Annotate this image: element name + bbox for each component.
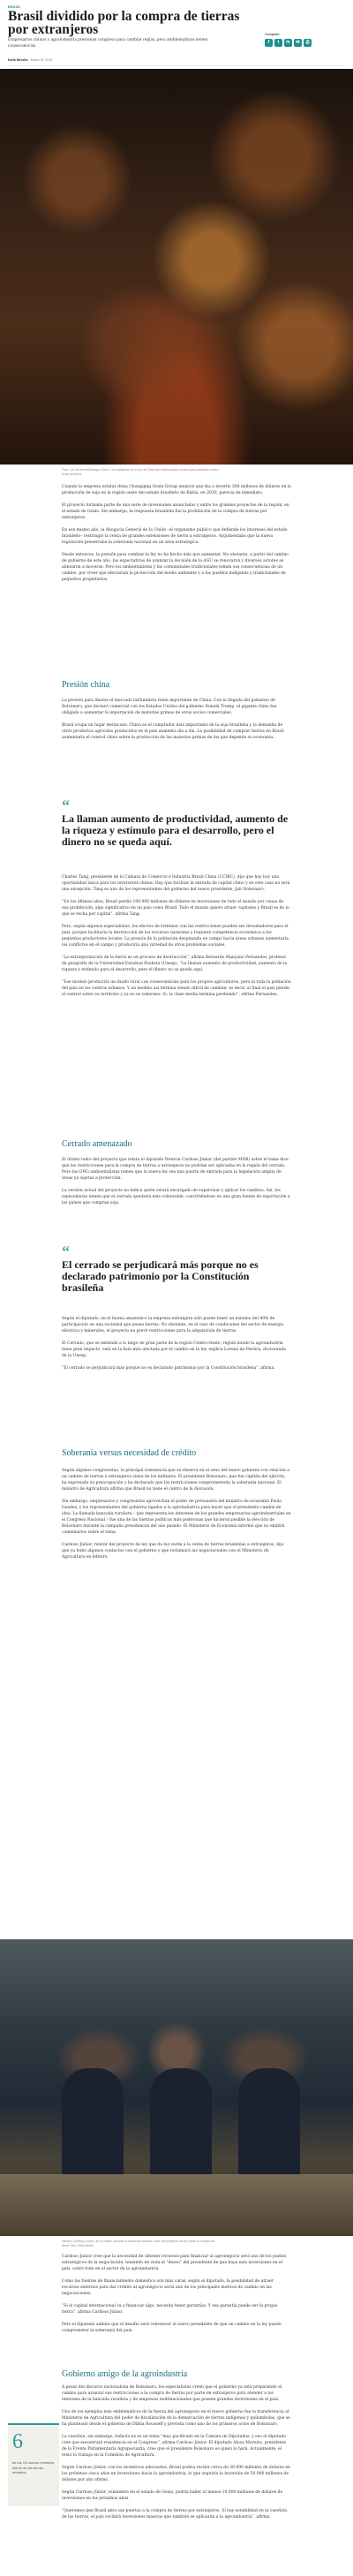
heading-cerrado-amenazado: Cerrado amenazado xyxy=(62,1139,132,1149)
pull-quote-text: La llaman aumento de productividad, aumento de la riqueza y estímulo para el desarrollo, pero el dinero no se queda aquí. xyxy=(62,812,289,848)
pull-quote-2 xyxy=(62,1245,291,1294)
paragraph: “El cerrado se perjudicará más porque no es declarado patrimonio por la Constitución brasileña”, afirma. xyxy=(62,1366,275,1371)
paragraph: “Si el capital internacional va a financiar algo, necesita tener garantías. Y esa garantía puede ser la propia tierra”, afirma Cardoso Júnior. xyxy=(62,2304,278,2315)
paragraph: Pero, según algunos especialistas, los efectos de terminar con las restricciones pueden ser devastadores para el país, porque facilitaría la destrucción de los recursos naturales y requiere competencia económica a los pequeños productores locales. La presión de la población desplazada en campo hacia áreas urbanas aumentaría los conflictos en el campo y produciría una variedad de otros problemas sociales. xyxy=(62,925,289,948)
paragraph: El último texto del proyecto que relata el diputado Newton Cardoso Júnior (del partido MDB) sobre el tema dice que las restricciones para la compra de tierras a extranjeros no podrían ser aplicadas en la región del cerrado. Pero las ONG ambientalistas temen que la nueva ley sea una puerta de entrada para la legislación amplia de áreas ya sujetas a protección. xyxy=(62,1158,289,1181)
byline-separator: · xyxy=(28,58,31,62)
body-section-2 xyxy=(62,698,291,747)
print-icon[interactable]: ⎙ xyxy=(304,39,312,47)
paragraph: La cuestión, sin embargo, todavía no es un tema “muy pacificado en la Cámara de Diputados, y eso el diputado cree que encontrará resistencia en el Congreso”, afirma Cardoso Júnior. El diputado Alceu Moreira, presidente de la Frente Parlamentaria Agropecuaria, cree que el presidente Bolsonaro es quien lo hará. Actualmente, el texto lo trabaja en la Comisión de Agricultura. xyxy=(62,2435,287,2458)
article-dek: Empresarios chinos y agroindustria presionan congreso para cambiar reglas, pero ambientalistas temen consecuencias xyxy=(8,37,208,49)
paragraph: Según Cardoso Júnior, con los incentivos adecuados, Brasil podría recibir cerca de 30.000 millones de dólares en los próximos cinco años en inversiones hacia la agroindustria, lo que seguiría la inversión de 50.000 millones de dólares por año afirmó. xyxy=(62,2466,290,2482)
body-section-6 xyxy=(62,1468,291,1567)
byline xyxy=(8,58,52,62)
paragraph: Desde entonces, la presión para cambiar la ley no ha hecho más que aumentar. No obstante, a partir del cambio de gobierno de este año, las expectativas de avanzar la decisión de la AGU se renovaron y diversos actores se alinearon a moverse. Pero los ambientalistas y las comunidades tradicionales temen sus consecuencias de un cambio, por creer que afectarían la protección del medio ambiente y a los pueblos indígenas y tradicionales de pequeños propietarios. xyxy=(62,553,289,582)
pull-quote-text: El cerrado se perjudicará más porque no es declarado patrimonio por la Constitución brasileña xyxy=(62,1258,259,1294)
paragraph: Brasil ocupa un lugar destacado. China es el comprador más importante de la soja brasileña y la demanda de otros productos agrícolas producidos en el país aumenta día a día. La posibilidad de comprar tierras en Brasil aumentaría el control chino sobre la producción de las materias primas de las que depende su economía. xyxy=(62,723,284,740)
paragraph: En ese mismo año, la Abogacía General de la Unión –el organismo público que defiende los intereses del estado brasileño– restringió la venta de grandes extensiones de tierra a extranjeros. Argumentaba que la nueva regulación preservaba la soberanía nacional en un área estratégica. xyxy=(62,528,288,545)
table-surface xyxy=(0,2174,353,2236)
linkedin-icon[interactable]: in xyxy=(284,39,292,47)
body-section-4 xyxy=(62,1157,291,1212)
congress-photo xyxy=(0,1939,353,2236)
pull-quote-1 xyxy=(62,799,291,848)
paragraph: Pero el diputado admite que el desafío será convencer al nuevo presidente de que un cambio en la ley puede comprometer la soberanía del país. xyxy=(62,2323,282,2333)
paragraph: La versión actual del proyecto no indica quién estará encargado de supervisar y aplicar los cambios. Así, los especialistas temen que el cerrado quedaría más vulnerable, convirtiéndose en una gran fuente de exportación a los países que compran soja. xyxy=(62,1189,290,1205)
author-name[interactable]: Karla Mendes xyxy=(8,58,28,62)
paragraph: El Cerrado, que se extiende a lo largo de gran parte de la región Centro-Oeste, región donde la agroindustria tiene gran impacto, está en la lista más afectada por el cambio en la ley, explica Lorena da Pereira, doctoranda de la Unesp. xyxy=(62,1341,286,1358)
stat-number: 6 xyxy=(12,2430,23,2453)
article-title: Brasil dividido por la compra de tierras por extranjeros xyxy=(8,9,240,37)
facebook-icon[interactable]: f xyxy=(265,39,273,47)
paragraph: El proyecto formaba parte de una serie de inversiones anunciadas y entre los grandes proyectos de la región, en el estado de Goiás. Sin embargo, la respuesta brasileña fue la prohibición de la compra de tierras por extranjeros. xyxy=(62,503,289,520)
email-icon[interactable]: ✉ xyxy=(294,39,302,47)
paragraph: “Queremos que Brasil abra sus puertas a la compra de tierras por extranjeros. Si hay estabilidad en la cuestión de las tierras, el país recibirá inversiones masivas que también se aplicarán a la agroindustria”, afirma. xyxy=(62,2509,288,2519)
paragraph: “Ese modelo produciría un éxodo rural con consecuencias para los propios agricultores, pero ni toda la población del país en los centros urbanos. Y un modelo así termina siendo difícil de cambiar, es decir, al final el país pierde el control sobre su territorio y ya no es soberano. Si, la clase media termina perdiendo”, afirma Fernandes. xyxy=(62,980,291,997)
share-label: Compartir xyxy=(265,33,280,36)
heading-presion-china: Presión china xyxy=(62,680,110,690)
quote-mark-icon: “ xyxy=(62,797,70,814)
paragraph: Cuando la empresa estatal china Chongqing Grain Group anunció que iba a invertir 300 millones de dólares en la producción de soja en la región oeste del estado brasileño de Bahía, en 2010, parecía de inmediato. xyxy=(62,485,291,495)
paragraph: Según el diputado, en el bioma amazónico la empresa extranjera sólo puede tener un máximo del 40% de participación en una sociedad que posea tierras. No obstante, en el caso de condiciones del sector de energía eléctrica y minerales, el proyecto no prevé restricciones para la adquisición de tierras. xyxy=(62,1317,284,1333)
twitter-icon[interactable]: t xyxy=(274,39,282,47)
publish-date: Marzo 22, 2019 xyxy=(30,58,53,62)
person-figure xyxy=(238,2068,300,2183)
paragraph: “En los últimos años, Brasil perdió 100.000 millones de dólares en inversiones de todo el mundo por causa de esa prohibición, algo significativo en un país como Brasil. Todo el mundo quiere atraer capitales y Brasil es de lo que se recha por capital”, afirma Tang. xyxy=(62,900,289,917)
paragraph: Como las fuentes de financiamiento doméstico son más caras, según el diputado, la posibilidad de atraer recursos externos para dar crédito al agronegocio sería uno de los principales motivos de cambio en las negociaciones. xyxy=(62,2279,274,2296)
paragraph: Sin embargo, empresarios y congresistas aprovechan el poder de persuasión del ministro de economía Paulo Guedes, y los representantes del gobierno ligados a la agroindustria para hacer que el presidente cambie de idea. La llamada bancada ruralista – que representa los intereses de los grandes empresarios agroindustriales en el Congreso Nacional – fue una de las fuerzas políticas más poderosas que hicieron posible la elección de Bolsonaro durante la campaña presidencial del año pasado. El Ministerio de Economía informó que no emitirá comentarios sobre el tema. xyxy=(62,1500,291,1535)
paragraph: Según algunos congresistas, la principal resistencia que se observa en el seno del nuevo gobierno con relación a un cambio de tierras a extranjeros viene de los militares. El presidente Bolsonaro, que fue capitán del ejército, ha expresado su preocupación y ha declarado que las restricciones comprometerán la soberanía nacional. El ministro de Agricultura afirma que Brasil no tiene el centro de la discusión. xyxy=(62,1469,289,1492)
congress-photo-caption: Newton Cardoso Júnior, en el centro, durante la audiencia pública sobre del proyecto de ley sobre la compra de tierra Foto: Reila Maria xyxy=(62,2240,215,2247)
paragraph: Charles Tang, presidente de la Cámara de Comercio e Industria Brasil China (CCIBC), dijo que hay hoy una oportunidad única para los inversores chinos. Hay que facilitar la entrada de capital chino y en este caso no será una excepción. Tang es uno de los representantes del gobierno del nuevo presidente, Jair Bolsonaro. xyxy=(62,875,290,892)
person-figure xyxy=(62,2068,124,2183)
heading-soberania: Soberanía versus necesidad de crédito xyxy=(62,1448,197,1458)
section-tag[interactable]: BRASIL xyxy=(8,5,21,9)
divider xyxy=(8,65,345,66)
quote-mark-icon: “ xyxy=(62,1243,70,1260)
stat-sidebar xyxy=(8,2423,59,2506)
hero-photo-caption: Foto: Leo Drumond/Diálogo Chino. Los indígenas en el sur de Pará han interrumpido el paso para protestar contra la ley de tierra xyxy=(62,468,219,476)
paragraph: Según Cardoso Júnior, solamente en el estado de Goiás, podría haber al menos 10.000 millones de dólares de inversiones en los próximos años. xyxy=(62,2490,283,2501)
paragraph: A pesar del discurso nacionalista de Bolsonaro, los especialistas creen que el gobierno ya está preparando el camino para avanzar sus restricciones a la compra de tierras por parte de extranjeros para atender a los intereses de la bancada ruralista y de empresas multinacionales que poseen grandes inversiones en el país. xyxy=(62,2385,282,2402)
hero-photo xyxy=(0,69,353,465)
paragraph: Cardoso Júnior cree que la necesidad de obtener recursos para financiar al agronegocio será uno de los puntos estratégicos de la negociación, teniendo en vista el “deseo” del presidente de que haya más inversiones en el país, sobre todo en el sector de la agroindustria. xyxy=(62,2255,287,2271)
stat-text: de los 15 nuevos ministros dieron de las tierras armadas xyxy=(12,2460,55,2474)
body-section-5 xyxy=(62,1316,291,1378)
body-section-8 xyxy=(62,2384,291,2527)
person-figure xyxy=(150,2068,212,2183)
paragraph: “La extranjerización de la tierra es un proceso de destrucción”, afirma Bernardo Mançano Fernandes, profesor de geografía de la Universidad Estadual Paulista (Unesp). “La llaman aumento de productividad, aumento de la riqueza y estímulo para el desarrollo, pero el dinero no se queda aquí. xyxy=(62,956,288,972)
body-section-1 xyxy=(62,484,291,589)
heading-gobierno-amigo: Gobierno amigo de la agroindustria xyxy=(62,2369,188,2379)
body-section-3 xyxy=(62,874,291,1004)
paragraph: La presión para liberar el mercado latifundista viene importante de China. Con la llegada del gobierno de Bolsonaro, que declaró comercial con los Estados Unidos del gobierno Donald Trump, el gigante chino fue obligado a aumentar la importación de materias primas de otros socios comerciales. xyxy=(62,699,277,715)
body-section-7 xyxy=(62,2254,291,2340)
paragraph: Uno de los ejemplos más emblemáticos de la fuerza del agronegocio en el nuevo gobierno fue la transferencia al Ministerio de Agricultura del poder de fiscalización de la demarcación de tierras indígenas y quilombolas, que se ha planteado desde el gobierno de Dilma Rousseff y prevista como uno de los primeros actos de Bolsonaro. xyxy=(62,2410,290,2427)
paragraph: Cardoso Júnior, relator del proyecto de ley que da luz verde a la venta de tierras brasileñas a extranjeros, dijo que ya hubo algunos contactos con el gobierno y que reclamará las negociaciones con el Ministerio de Agricultura en febrero. xyxy=(62,1543,284,1560)
